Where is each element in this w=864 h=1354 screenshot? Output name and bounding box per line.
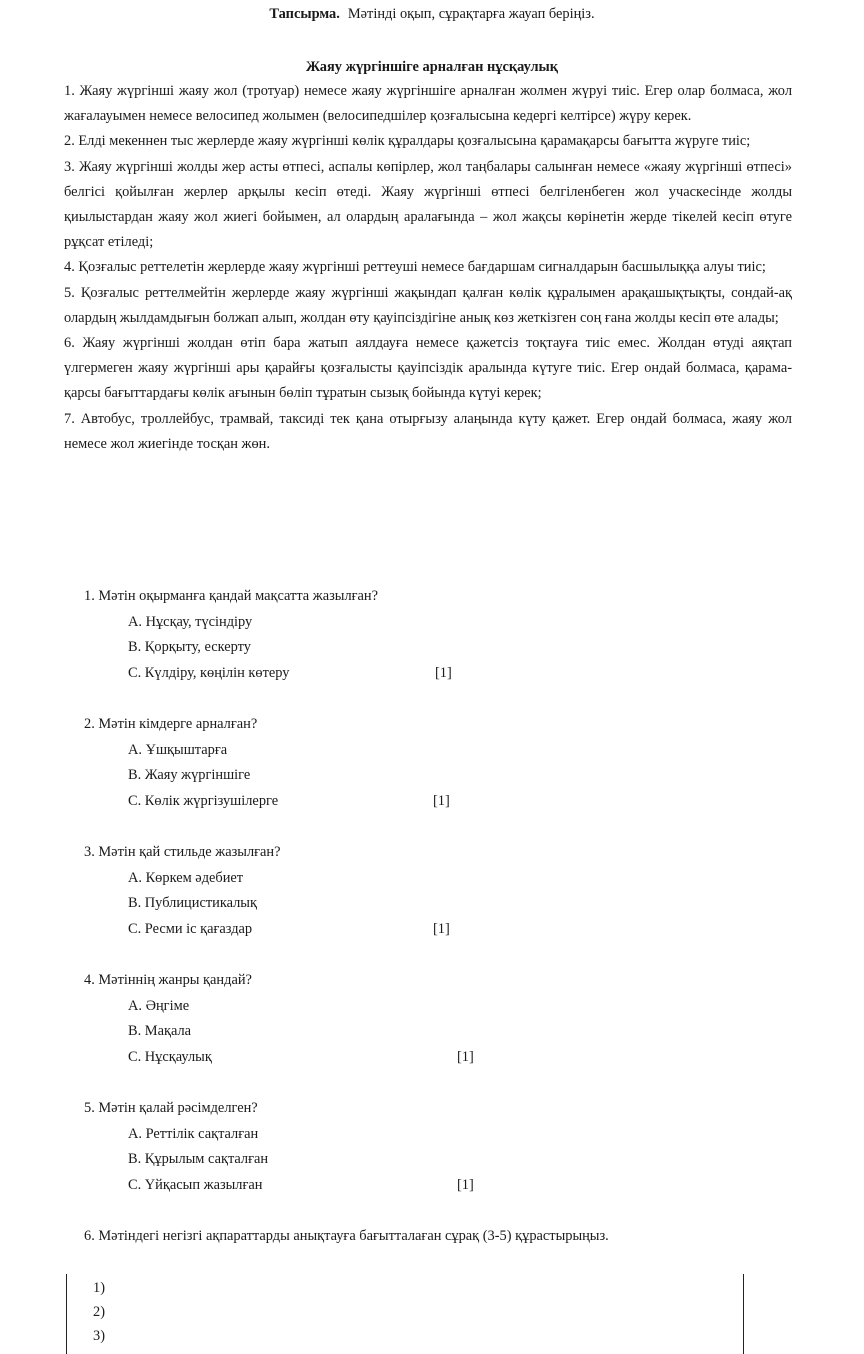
question-2-option-a: А. Ұшқыштарға — [128, 741, 228, 758]
question-1 — [84, 584, 804, 686]
question-1-option-a: А. Нұсқау, түсіндіру — [128, 613, 253, 630]
question-5-option-a: А. Реттілік сақталған — [128, 1125, 259, 1142]
question-2-option-b: В. Жаяу жүргіншіге — [128, 767, 251, 784]
question-2 — [84, 712, 804, 814]
question-5-score: [1] — [457, 1177, 474, 1193]
question-3 — [84, 840, 804, 942]
task-instruction — [0, 5, 864, 23]
answer-line-3: 3) — [93, 1328, 105, 1344]
instruction-text — [64, 79, 792, 457]
question-5 — [84, 1096, 804, 1198]
question-3-score: [1] — [433, 921, 450, 937]
answer-box[interactable] — [66, 1274, 744, 1354]
document-title: Жаяу жүргіншіге арналған нұсқаулық — [305, 59, 559, 75]
question-1-text: 1. Мәтін оқырманға қандай мақсатта жазылған? — [84, 588, 379, 604]
question-1-option-c: С. Күлдіру, көңілін көтеру — [128, 664, 290, 681]
question-5-text: 5. Мәтін қалай рәсімделген? — [84, 1100, 258, 1116]
question-1-option-b: В. Қорқыту, ескерту — [128, 639, 251, 656]
question-4-option-a: А. Әңгіме — [128, 997, 190, 1014]
paragraph-1: 1. Жаяу жүргінші жаяу жол (тротуар) немесе жаяу жүргіншіге арналған жолмен жүруі тиіс. Егер олар болмаса, жол жағалауымен немесе велосипед жолымен (велосипедшілер қозғалысына кедергі келтірсе) жүру керек. — [64, 83, 792, 125]
question-5-option-b: В. Құрылым сақталған — [128, 1151, 269, 1168]
question-4-option-c: С. Нұсқаулық — [128, 1048, 212, 1065]
question-3-text: 3. Мәтін қай стильде жазылған? — [84, 844, 281, 860]
question-3-option-b: В. Публицистикалық — [128, 895, 257, 912]
answer-line-1: 1) — [93, 1280, 105, 1296]
question-4-option-b: В. Мақала — [128, 1023, 192, 1040]
question-2-score: [1] — [433, 793, 450, 809]
paragraph-4: 4. Қозғалыс реттелетін жерлерде жаяу жүргінші реттеуші немесе бағдаршам сигналдарын басшылыққа алуы тиіс; — [64, 259, 766, 276]
task-text: Мәтінді оқып, сұрақтарға жауап беріңіз. — [347, 6, 595, 22]
question-3-option-a: А. Көркем әдебиет — [128, 869, 244, 886]
task-label: Тапсырма. — [269, 6, 340, 22]
paragraph-5: 5. Қозғалыс реттелмейтін жерлерде жаяу жүргінші жақындап қалған көлік құралымен арақашықтықты, сондай-ақ олардың жылдамдығын болжап алып, жолдан өту қауіпсіздігіне анық көз жеткізген соң ғана жолды кесіп өте алады; — [64, 284, 792, 326]
answer-line-2: 2) — [93, 1304, 105, 1320]
question-2-option-c: С. Көлік жүргізушілерге — [128, 792, 279, 809]
question-4 — [84, 968, 804, 1070]
question-6-text: 6. Мәтіндегі негізгі ақпараттарды анықтауға бағытталаған сұрақ (3-5) құрастырыңыз. — [84, 1228, 609, 1244]
paragraph-2: 2. Елді мекеннен тыс жерлерде жаяу жүргінші көлік құралдары қозғалысына қарамақарсы бағытта жүруге тиіс; — [64, 133, 751, 150]
question-4-text: 4. Мәтіннің жанры қандай? — [84, 972, 252, 988]
question-2-text: 2. Мәтін кімдерге арналған? — [84, 716, 258, 732]
question-3-option-c: С. Ресми іс қағаздар — [128, 920, 253, 937]
question-4-score: [1] — [457, 1049, 474, 1065]
paragraph-6: 6. Жаяу жүргінші жолдан өтіп бара жатып аялдауға немесе қажетсіз тоқтауға тиіс емес. Жолдан өтуді аяқтап үлгермеген жаяу жүргінші ары қарайғы қозғалысты қауіпсіздік аралында күтуге тиіс. Егер ондай болмаса, қарама-қарсы бағыттардағы көлік ағынын бөліп тұратын сызық бойында күтуі керек; — [64, 335, 792, 402]
question-1-score: [1] — [435, 665, 452, 681]
paragraph-3: 3. Жаяу жүргінші жолды жер асты өтпесі, аспалы көпірлер, жол таңбалары салынған немесе «жаяу жүргінші өтпесі» белгісі қойылған жерлер арқылы кесіп өтеді. Жаяу жүргінші өтпесі белгіленбеген жол учаскесінде жолды қиылыстардан жаяу жол жиегі бойымен, ал олардың аралағында – жол жақсы көрінетін жерде тікелей кесіп өтуге рұқсат етіледі; — [64, 158, 792, 251]
paragraph-7: 7. Автобус, троллейбус, трамвай, таксиді тек қана отырғызу алаңында күту қажет. Егер ондай болмаса, жаяу жол немесе жол жиегінде тосқан жөн. — [64, 410, 792, 452]
question-5-option-c: С. Үйқасып жазылған — [128, 1176, 263, 1193]
